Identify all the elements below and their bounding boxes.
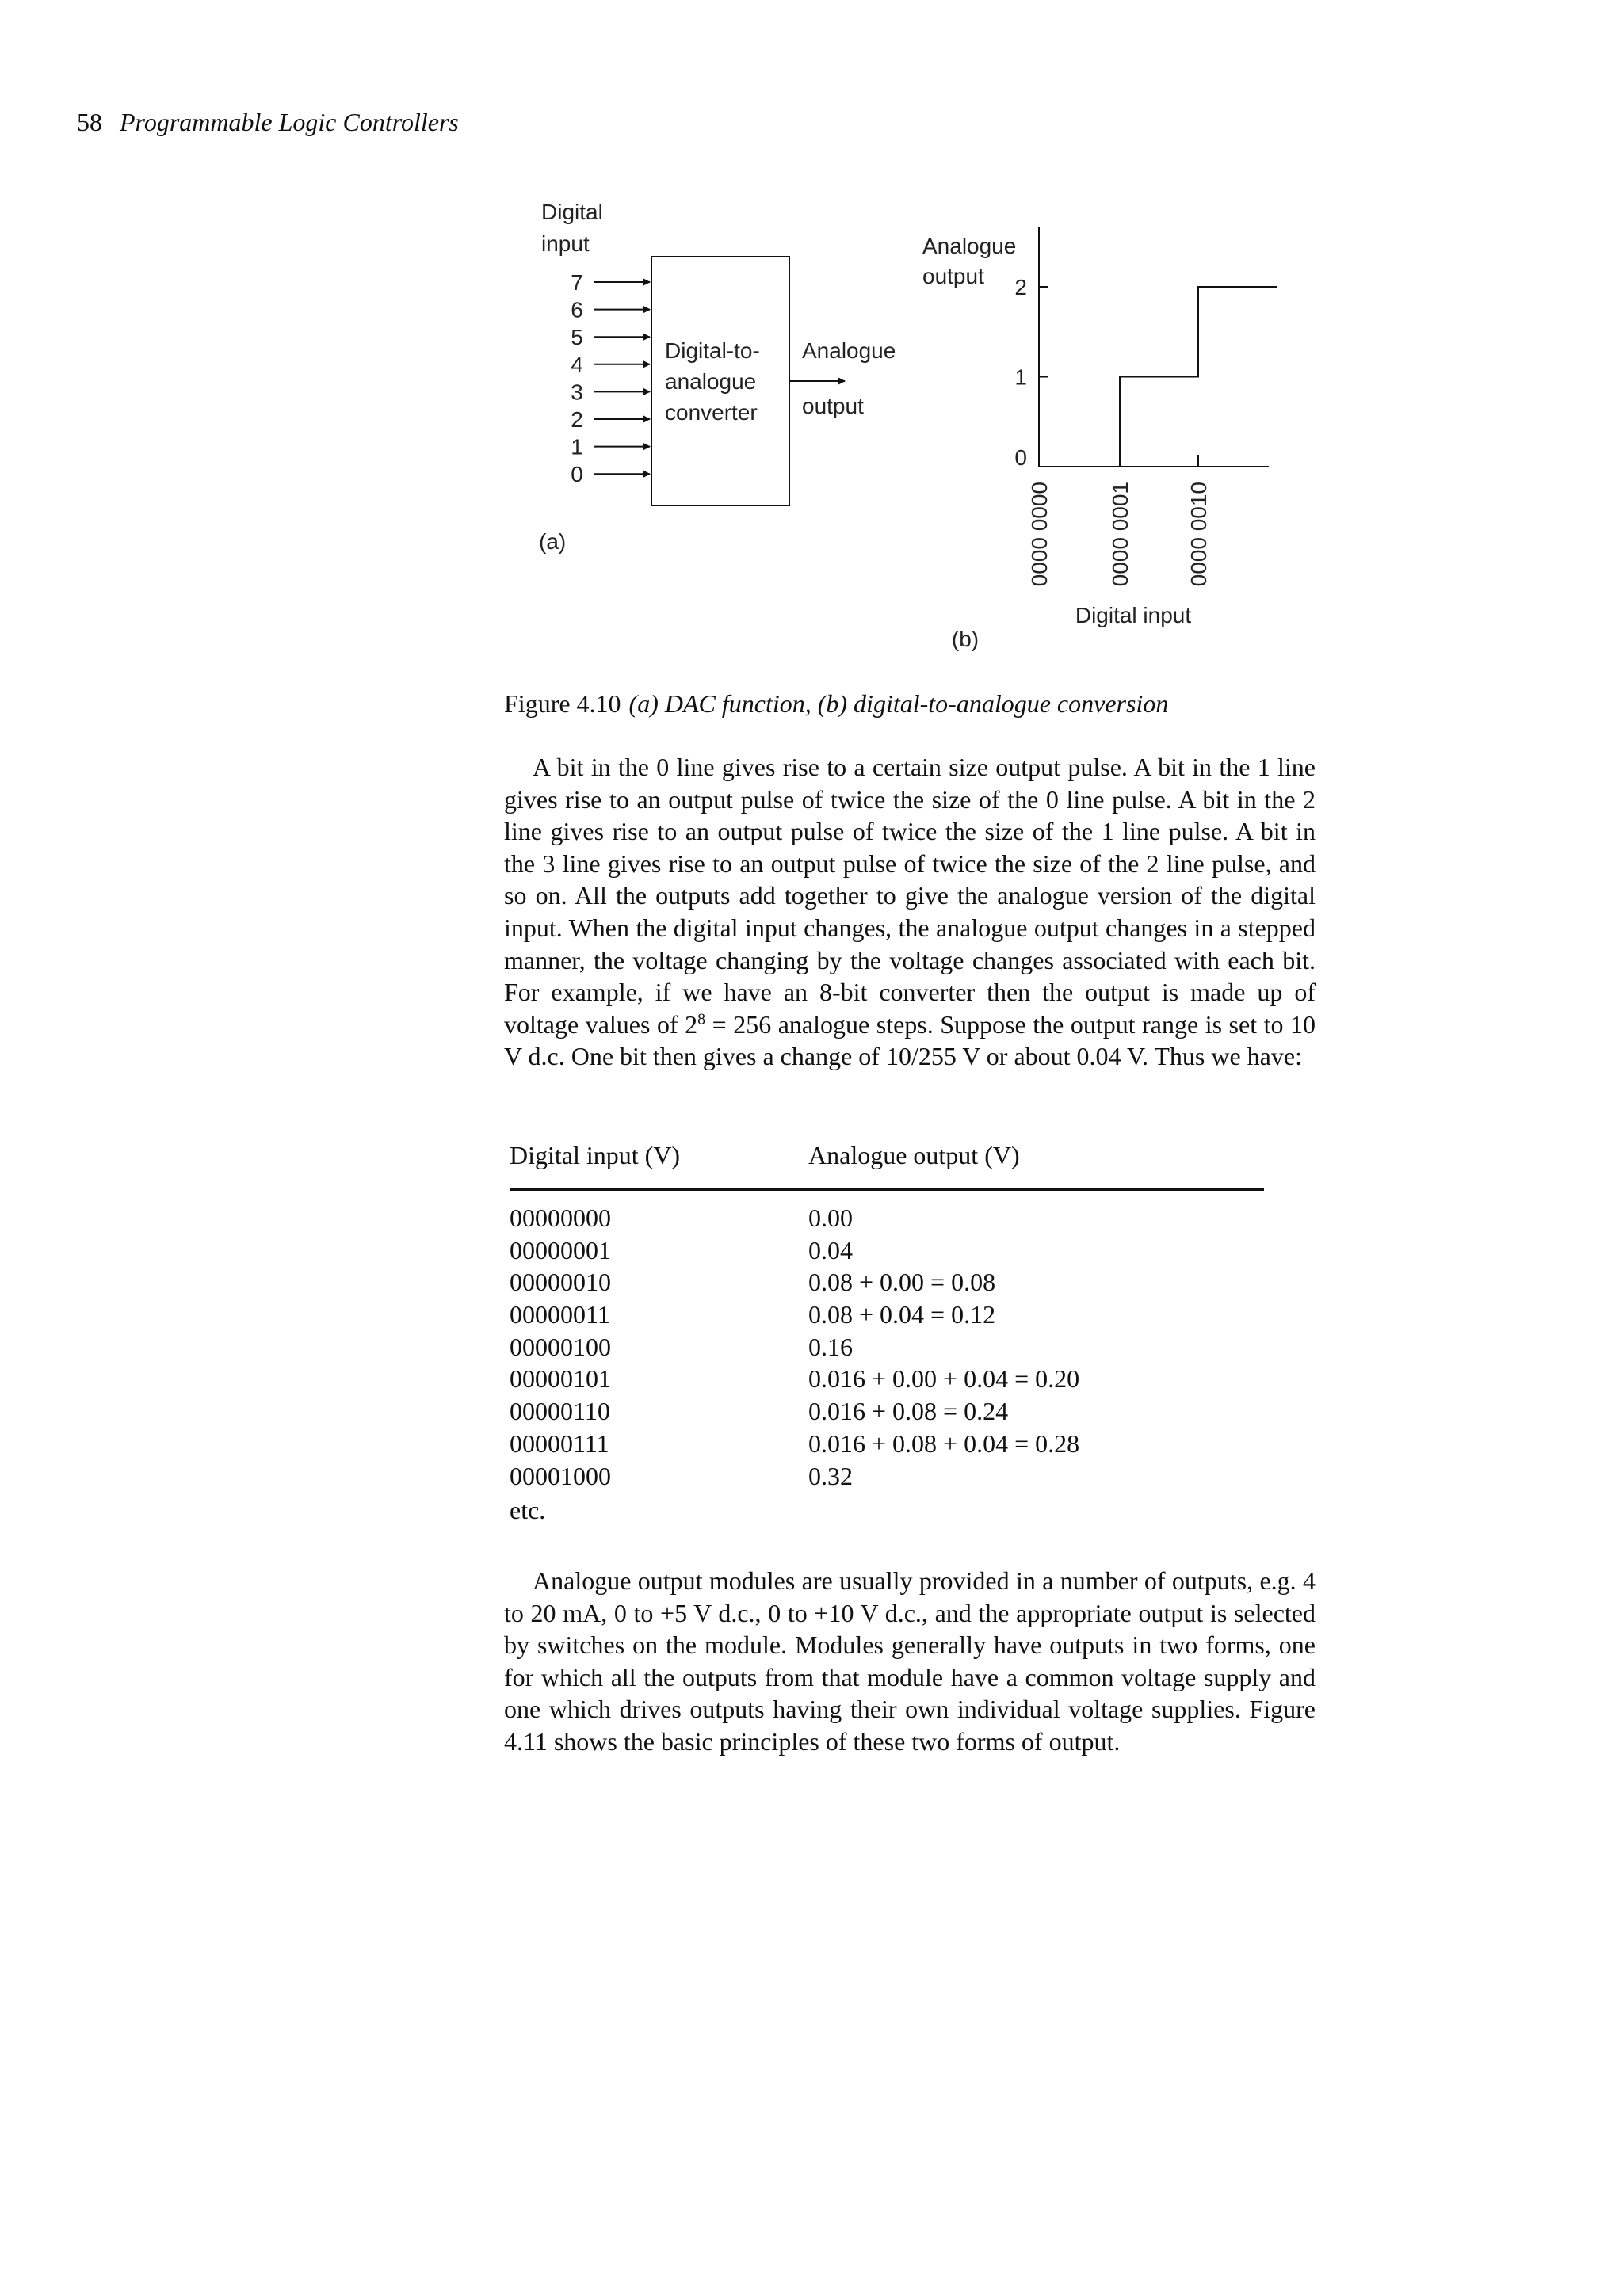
x-ticks (1027, 455, 1211, 586)
table-cell-digital: 00000001 (510, 1235, 611, 1264)
panel-a-dac-block (539, 200, 896, 554)
table-row (510, 1234, 1264, 1267)
x-tick-label: 0000 0000 (1027, 482, 1052, 587)
table-cell-analogue: 0.08 + 0.04 = 0.12 (808, 1300, 996, 1329)
figure-caption (504, 689, 1168, 719)
para1-text-a: A bit in the 0 line gives rise to a certain size output pulse. A bit in the 1 line gives rise to an output pulse of twice the size of the 0 line pulse. A bit in the 2 line gives rise to an output pulse of twice the size of the 1 line pulse. A bit in the 3 line gives rise to an output pulse of twice the size of the 2 line pulse, and so on. All the outputs add together to give the analogue version of the digital input. When the digital input changes, the analogue output changes in a stepped manner, the voltage changing by the voltage changes associated with each bit. For example, if we have an 8-bit converter then the output is made up of voltage values of 2 (504, 753, 1316, 1039)
table-row (510, 1460, 1264, 1493)
input-lines (571, 270, 650, 486)
input-line-label: 3 (571, 379, 583, 405)
table-row (510, 1331, 1264, 1363)
table-cell-analogue: 0.04 (808, 1235, 853, 1264)
conversion-table (510, 1141, 1264, 1524)
dac-box-label-line1: Digital-to- (665, 338, 760, 363)
table-cell-digital: 00000010 (510, 1268, 611, 1297)
y-axis-label-line1: Analogue (922, 234, 1017, 258)
y-tick-label: 2 (1014, 275, 1027, 299)
table-cell-analogue: 0.16 (808, 1332, 853, 1361)
table-cell-analogue: 0.32 (808, 1461, 853, 1490)
figure-4-10 (0, 0, 1623, 697)
dac-box-label-line2: analogue (665, 369, 757, 394)
y-ticks (1014, 275, 1048, 470)
panel-b-step-chart (922, 227, 1277, 651)
table-cell-analogue: 0.016 + 0.00 + 0.04 = 0.20 (808, 1364, 1080, 1394)
y-tick-label: 1 (1014, 364, 1027, 390)
dac-box-label-line3: converter (665, 400, 758, 425)
table-row (510, 1363, 1264, 1395)
body-paragraph-2: Analogue output modules are usually provided in a number of outputs, e.g. 4 to 20 mA, 0 to +5 V d.c., 0 to +10 V d.c., and the appropriate output is selected by switches on the module. Modules generally have outputs in two forms, one for which all the outputs from that module have a common voltage supply and one which drives outputs having their own individual voltage supplies. Figure 4.11 shows the basic principles of these two forms of output. (504, 1566, 1316, 1756)
input-line-label: 1 (571, 434, 583, 460)
table-row (510, 1395, 1264, 1428)
x-tick-label: 0000 0010 (1186, 482, 1211, 587)
table-cell-analogue: 0.08 + 0.00 = 0.08 (808, 1268, 996, 1297)
analogue-output-label-line1: Analogue (802, 338, 896, 363)
table-row (510, 1266, 1264, 1299)
digital-input-label-line2: input (541, 231, 590, 256)
panel-a-label: (a) (539, 529, 567, 554)
analogue-output-label-line2: output (802, 394, 864, 418)
table-cell-digital: 00001000 (510, 1461, 611, 1490)
table-row (510, 1202, 1264, 1234)
y-axis-label-line2: output (922, 264, 984, 288)
step-line-series (1039, 287, 1277, 467)
running-title: Programmable Logic Controllers (120, 108, 459, 136)
input-line-label: 5 (571, 325, 583, 350)
table-row (510, 1428, 1264, 1460)
body-paragraph-1 (504, 751, 1316, 1073)
table-cell-analogue: 0.016 + 0.08 + 0.04 = 0.28 (808, 1428, 1080, 1458)
table-cell-digital: 00000111 (510, 1428, 609, 1458)
para1-text-b: = 256 analogue steps. Suppose the output range is set to 10 V d.c. One bit then gives a change of 10/255 V or about 0.04 V. Thus we have: (504, 1009, 1316, 1071)
table-header-analogue-output: Analogue output (V) (808, 1141, 1020, 1169)
figure-number: Figure 4.10 (504, 689, 621, 718)
para1-superscript: 8 (697, 1010, 706, 1028)
table-row (510, 1299, 1264, 1331)
digital-input-label-line1: Digital (541, 200, 603, 224)
x-axis-label: Digital input (1075, 603, 1192, 627)
table-cell-digital: 00000110 (510, 1397, 610, 1426)
input-line-label: 2 (571, 407, 583, 432)
table-cell-analogue: 0.00 (808, 1203, 853, 1232)
input-line-label: 6 (571, 297, 583, 322)
table-cell-digital: 00000100 (510, 1332, 611, 1361)
input-line-label: 4 (571, 352, 583, 377)
table-cell-digital: 00000101 (510, 1364, 611, 1394)
table-cell-analogue: 0.016 + 0.08 = 0.24 (808, 1397, 1009, 1426)
figure-caption-text: (a) DAC function, (b) digital-to-analogue conversion (628, 689, 1169, 718)
table-header-row (510, 1141, 1264, 1191)
y-tick-label: 0 (1014, 445, 1027, 470)
x-tick-label: 0000 0001 (1108, 482, 1132, 587)
input-line-label: 7 (571, 270, 583, 295)
table-header-digital-input: Digital input (V) (510, 1141, 681, 1169)
page-number: 58 (77, 108, 102, 136)
table-cell-digital: 00000011 (510, 1300, 610, 1329)
table-cell-digital: 00000000 (510, 1203, 611, 1232)
panel-b-label: (b) (951, 627, 980, 651)
table-body (510, 1191, 1264, 1492)
input-line-label: 0 (571, 462, 583, 487)
table-etc: etc. (510, 1496, 546, 1524)
